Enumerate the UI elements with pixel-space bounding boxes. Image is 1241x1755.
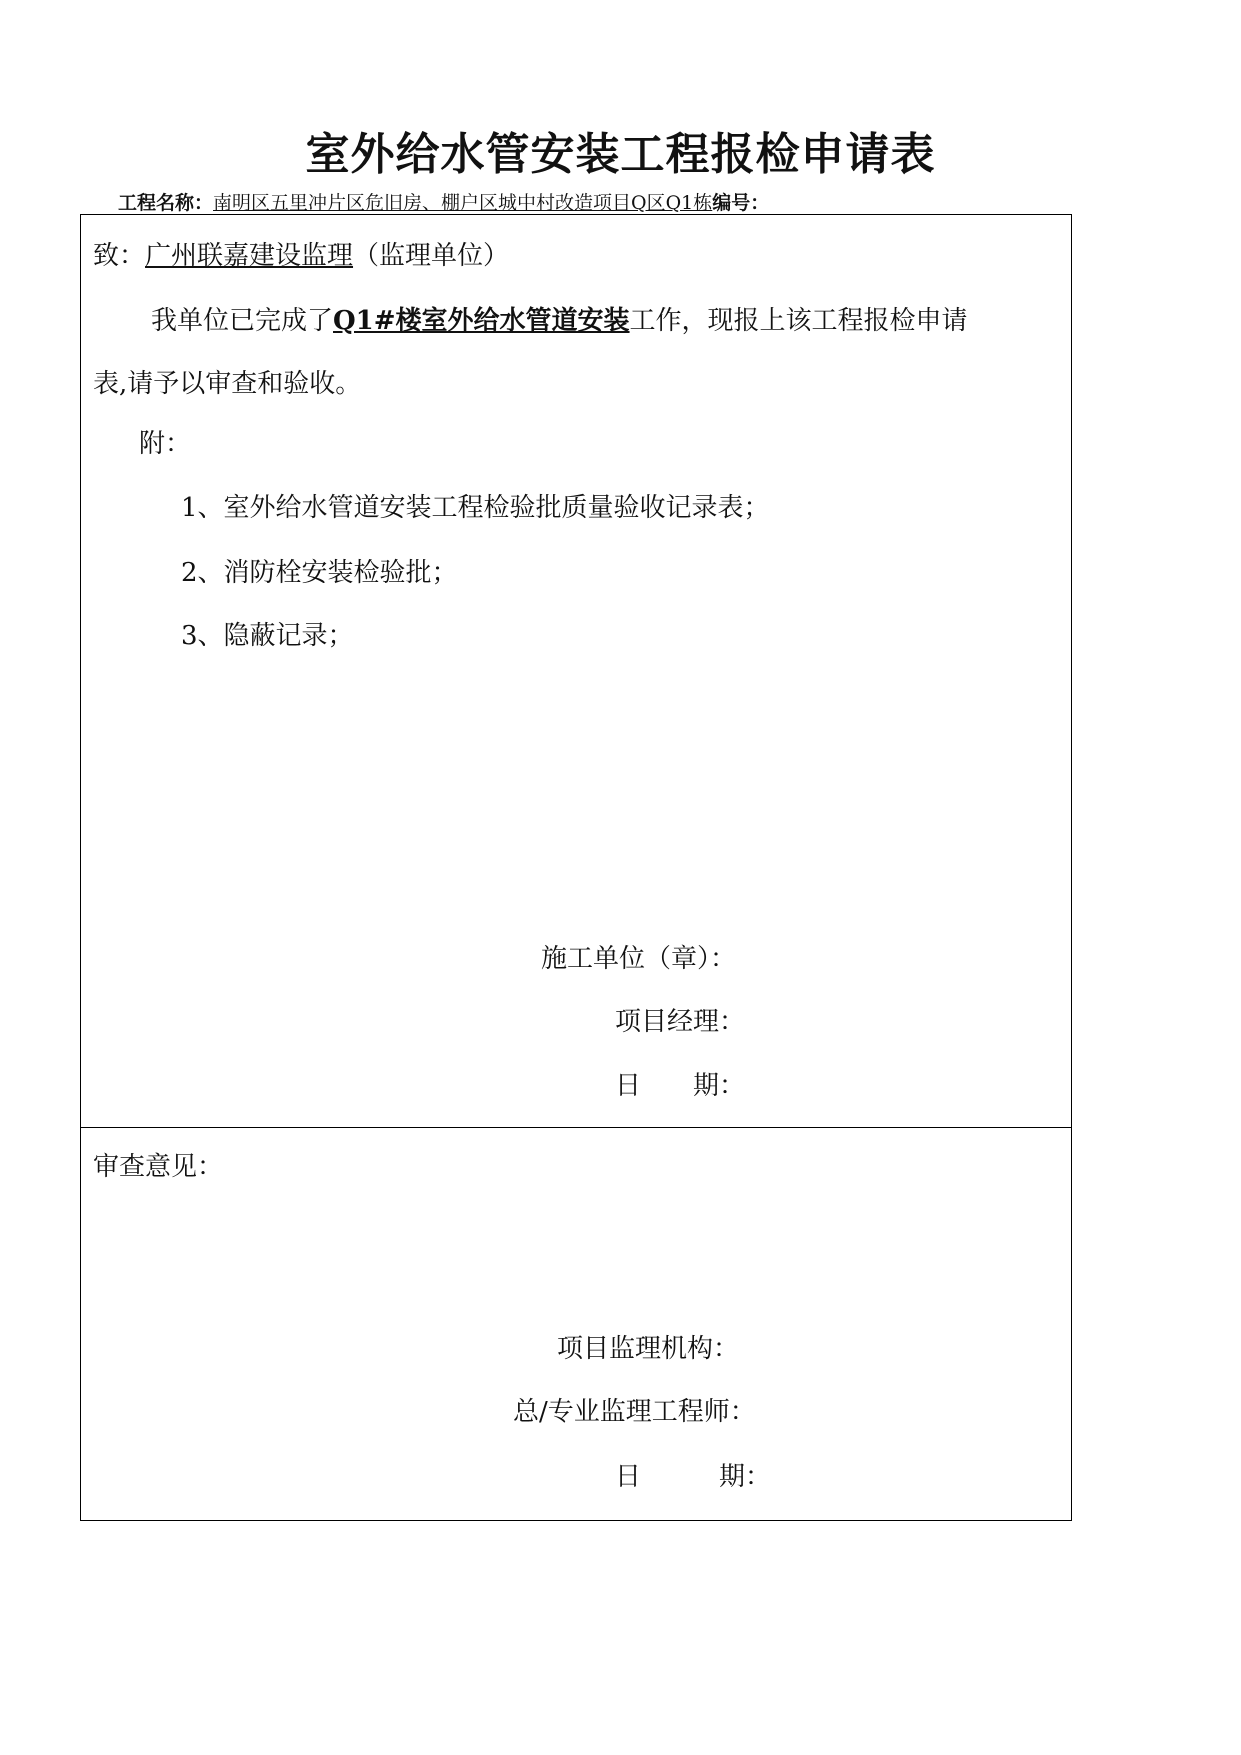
review-section bbox=[81, 1128, 1071, 1520]
attachment-item: 3、隐蔽记录； bbox=[181, 621, 354, 651]
form-table bbox=[80, 214, 1072, 1521]
review-opinion-label: 审查意见： bbox=[93, 1152, 224, 1182]
application-section bbox=[81, 215, 1071, 1128]
attachment-item: 1、室外给水管道安装工程检验批质量验收记录表； bbox=[181, 493, 770, 523]
project-name-value: 南明区五里冲片区危旧房、棚户区城中村改造项目Q区Q1栋 bbox=[213, 192, 713, 214]
supervisor-suffix: （监理单位） bbox=[353, 241, 510, 271]
body-line-1 bbox=[151, 300, 968, 337]
project-name-line bbox=[118, 188, 769, 215]
form-number-label: 编号： bbox=[712, 192, 770, 214]
contractor-seal-label: 施工单位（章）： bbox=[541, 944, 737, 974]
attachment-item: 2、消防栓安装检验批； bbox=[181, 558, 458, 588]
page-title: 室外给水管安装工程报检申请表 bbox=[305, 129, 936, 180]
project-manager-label: 项目经理： bbox=[615, 1007, 746, 1037]
supervisor-name: 广州联嘉建设监理 bbox=[145, 241, 354, 271]
attachments-label: 附： bbox=[139, 429, 192, 459]
body-pre: 我单位已完成了 bbox=[151, 306, 334, 336]
body-post: 工作，现报上该工程报检申请 bbox=[629, 306, 968, 336]
project-name-label: 工程名称： bbox=[118, 192, 214, 214]
review-date-label: 日 期： bbox=[615, 1462, 772, 1492]
work-item: Q1#楼室外给水管道安装 bbox=[333, 306, 630, 336]
supervision-org-label: 项目监理机构： bbox=[557, 1334, 740, 1364]
supervising-engineer-label: 总/专业监理工程师： bbox=[513, 1397, 756, 1427]
addressee-line bbox=[93, 235, 509, 272]
addressee-prefix: 致： bbox=[93, 241, 146, 271]
application-date-label: 日 期： bbox=[615, 1071, 746, 1101]
body-line-2: 表,请予以审查和验收。 bbox=[93, 369, 362, 399]
